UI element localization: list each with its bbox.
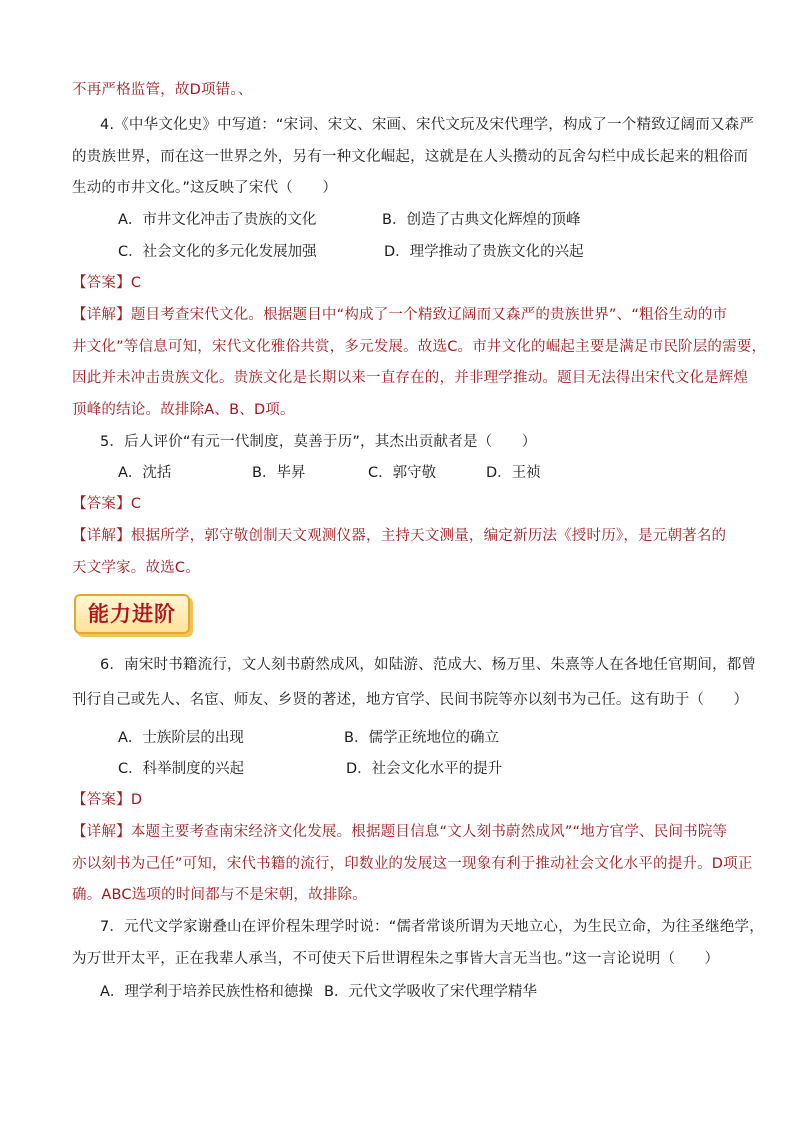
q5-option-a: A．沈括 — [118, 465, 172, 481]
answer-tag: 【答案】 — [72, 275, 131, 291]
q4-stem-line-2: 的贵族世界，而在这一世界之外，另有一种文化崛起，这就是在人头攒动的瓦舍勾栏中成长起来的粗俗而 — [72, 149, 749, 165]
q6-detail-line-1 — [72, 822, 728, 842]
q4-detail-line-4: 顶峰的结论。故排除A、B、D项。 — [72, 402, 295, 418]
answer-value: C — [130, 275, 142, 291]
detail-text: 本题主要考查南宋经济文化发展。根据题目信息“文人刻书蔚然成风”“地方官学、民间书院等 — [130, 824, 728, 840]
q6-option-d: D．社会文化水平的提升 — [346, 761, 503, 777]
q5-option-d: D．王祯 — [486, 465, 541, 481]
answer-tag: 【答案】 — [72, 496, 131, 512]
answer-value: D — [130, 792, 143, 808]
q4-option-b: B．创造了古典文化辉煌的顶峰 — [382, 212, 581, 228]
detail-text: 题目考查宋代文化。根据题目中“构成了一个精致辽阔而又森严的贵族世界”、“粗俗生动的市 — [130, 307, 728, 323]
q6-answer — [72, 790, 724, 810]
q6-stem-line-1: 6．南宋时书籍流行，文人刻书蔚然成风，如陆游、范成大、杨万里、朱熹等人在各地任官期间，都曾 — [100, 657, 757, 673]
q5-answer — [72, 494, 724, 514]
q5-option-b: B．毕昇 — [252, 465, 306, 481]
q6-detail-line-2: 亦以刻书为己任”可知，宋代书籍的流行，印数业的发展这一现象有利于推动社会文化水平的提升。D项正 — [72, 856, 753, 872]
answer-value: C — [130, 496, 142, 512]
detail-tag: 【详解】 — [72, 307, 131, 323]
q6-option-c: C．科举制度的兴起 — [118, 761, 245, 777]
q6-stem-line-2: 刊行自己或先人、名宦、师友、乡贤的著述，地方官学、民间书院等亦以刻书为己任。这有助于（ ） — [72, 692, 749, 708]
q4-answer — [72, 273, 724, 293]
q7-option-b: B．元代文学吸收了宋代理学精华 — [324, 984, 537, 1000]
q4-stem-line-3: 生动的市井文化。”这反映了宋代（ ） — [72, 180, 338, 196]
q5-option-c: C．郭守敬 — [368, 465, 437, 481]
q7-option-a: A．理学利于培养民族性格和德操 — [100, 984, 313, 1000]
q5-detail-line-2: 天文学家。故选C。 — [72, 560, 200, 576]
q6-option-b: B．儒学正统地位的确立 — [344, 730, 499, 746]
section-title: 能力进阶 — [88, 602, 176, 626]
q4-option-c: C．社会文化的多元化发展加强 — [118, 244, 317, 260]
section-badge — [74, 594, 190, 634]
q4-detail-line-3: 因此并未冲击贵族文化。贵族文化是长期以来一直存在的，并非理学推动。题目无法得出宋代文化是辉煌 — [72, 370, 749, 386]
q5-stem: 5．后人评价“有元一代制度，莫善于历”，其杰出贡献者是（ ） — [100, 434, 537, 450]
detail-text: 根据所学，郭守敬创制天文观测仪器，主持天文测量，编定新历法《授时历》，是元朝著名的 — [130, 528, 727, 544]
answer-tag: 【答案】 — [72, 792, 131, 808]
q7-stem-line-2: 为万世开太平，正在我辈人承当，不可使天下后世谓程朱之事皆大言无当也。”这一言论说明（ ） — [72, 951, 720, 967]
q4-detail-line-2: 井文化”等信息可知，宋代文化雅俗共赏，多元发展。故选C。市井文化的崛起主要是满足市民阶层的需要， — [72, 339, 767, 355]
q6-option-a: A．士族阶层的出现 — [118, 730, 244, 746]
prev-detail-tail: 不再严格监管，故D项错。、 — [72, 82, 253, 98]
q5-detail-line-1 — [72, 526, 727, 546]
q4-stem-line-1: 4.《中华文化史》中写道：“宋词、宋文、宋画、宋代文玩及宋代理学，构成了一个精致辽阔而又森严 — [100, 117, 755, 133]
detail-tag: 【详解】 — [72, 824, 131, 840]
q4-detail-line-1 — [72, 305, 728, 325]
q4-option-a: A．市井文化冲击了贵族的文化 — [118, 212, 317, 228]
detail-tag: 【详解】 — [72, 528, 131, 544]
q6-detail-line-3: 确。ABC选项的时间都与不是宋朝，故排除。 — [72, 887, 367, 903]
q4-option-d: D．理学推动了贵族文化的兴起 — [384, 244, 584, 260]
q7-stem-line-1: 7．元代文学家谢叠山在评价程朱理学时说：“儒者常谈所谓为天地立心，为生民立命，为往圣继绝学， — [100, 919, 764, 935]
